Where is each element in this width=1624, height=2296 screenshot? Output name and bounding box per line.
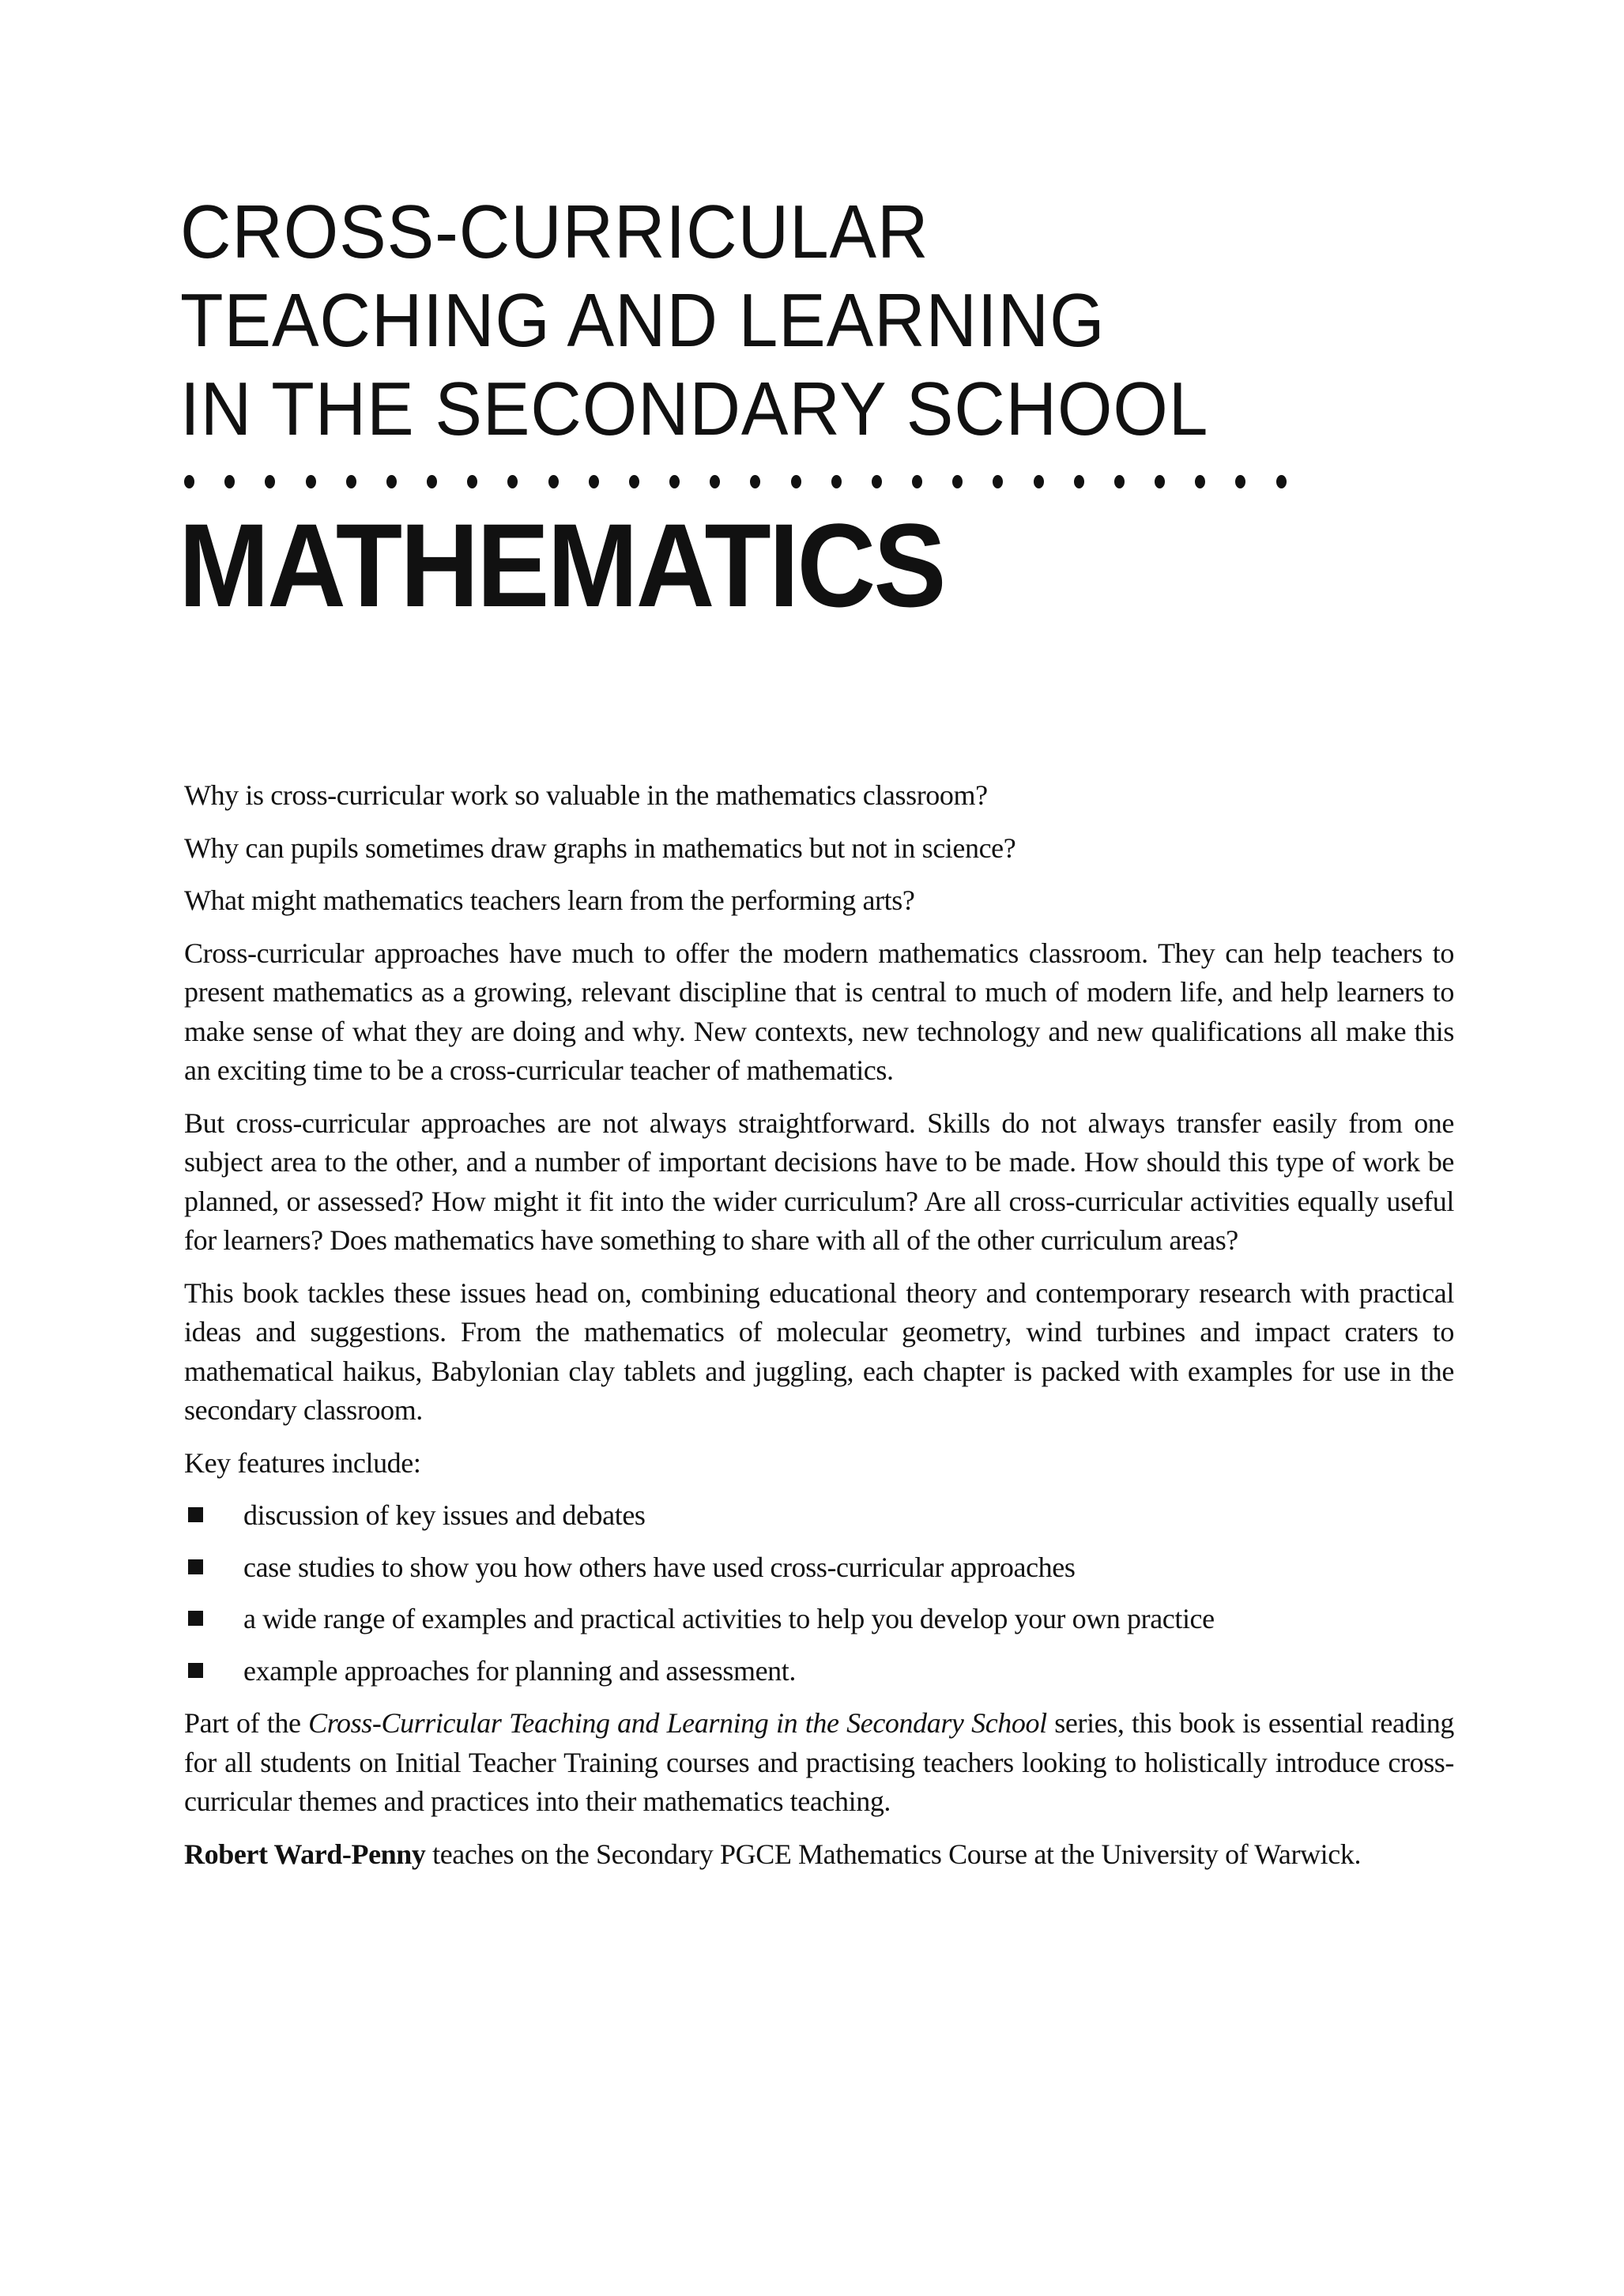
divider-dot	[467, 475, 477, 488]
divider-dot	[872, 475, 882, 488]
divider-dot	[1235, 475, 1245, 488]
feature-text: a wide range of examples and practical activities to help you develop your own practice	[243, 1603, 1215, 1634]
divider-dot	[1114, 475, 1125, 488]
divider-dot	[952, 475, 963, 488]
divider-dot	[507, 475, 518, 488]
divider-dot	[1276, 475, 1287, 488]
divider-dot	[224, 475, 235, 488]
divider-dot	[1074, 475, 1084, 488]
divider-dot	[791, 475, 801, 488]
question: What might mathematics teachers learn from the performing arts?	[184, 884, 915, 916]
series-title-line: CROSS-CURRICULAR	[180, 190, 929, 274]
divider-dot	[346, 475, 356, 488]
series-title-line: IN THE SECONDARY SCHOOL	[180, 367, 1209, 451]
text: Part of the	[184, 1707, 309, 1739]
feature-text: case studies to show you how others have used cross-curricular approaches	[243, 1551, 1076, 1583]
divider-dot	[1034, 475, 1044, 488]
feature-text: discussion of key issues and debates	[243, 1499, 646, 1531]
dotted-divider	[184, 475, 1287, 488]
square-bullet-icon	[188, 1611, 203, 1626]
paragraph: Cross-curricular approaches have much to offer the modern mathematics classroom. They can help teachers to present mathematics as a growing, relevant discipline that is central to much of modern life, and help learners to make sense of what they are doing and why. New contexts, new technology and new qualifications all make this an exciting time to be a cross-curricular teacher of mathematics.	[184, 937, 1454, 1086]
series-title-line: TEACHING AND LEARNING	[180, 278, 1106, 363]
divider-dot	[427, 475, 437, 488]
question: Why is cross-curricular work so valuable in the mathematics classroom?	[184, 779, 988, 811]
list-item	[184, 1652, 1454, 1691]
divider-dot	[912, 475, 922, 488]
divider-dot	[306, 475, 316, 488]
divider-dot	[1155, 475, 1165, 488]
author-name: Robert Ward-Penny	[184, 1838, 426, 1870]
list-item	[184, 1600, 1454, 1639]
author-bio: teaches on the Secondary PGCE Mathematics Course at the University of Warwick.	[425, 1838, 1362, 1870]
divider-dot	[589, 475, 599, 488]
square-bullet-icon	[188, 1507, 203, 1522]
feature-text: example approaches for planning and assessment.	[243, 1654, 796, 1687]
square-bullet-icon	[188, 1559, 203, 1574]
square-bullet-icon	[188, 1663, 203, 1678]
divider-dot	[1195, 475, 1205, 488]
question: Why can pupils sometimes draw graphs in mathematics but not in science?	[184, 831, 1016, 864]
divider-dot	[993, 475, 1003, 488]
features-intro: Key features include:	[184, 1446, 421, 1479]
divider-dot	[710, 475, 720, 488]
paragraph: This book tackles these issues head on, combining educational theory and contemporary research with practical ideas and suggestions. From the mathematics of molecular geometry, wind turbines and impact craters to mathematical haikus, Babylonian clay tablets and juggling, each chapter is packed with examples for use in the secondary classroom.	[184, 1276, 1454, 1426]
text: series, this book is essential reading for all students on Initial Teacher Training courses and practising teachers looking to holistically introduce cross-curricular themes and practices into their mathematics teaching.	[184, 1707, 1454, 1817]
divider-dot	[831, 475, 842, 488]
divider-dot	[265, 475, 275, 488]
author-paragraph	[184, 1835, 1454, 1875]
features-list	[184, 1496, 1454, 1691]
list-item	[184, 1548, 1454, 1588]
series-title	[180, 188, 1208, 454]
series-paragraph	[184, 1704, 1454, 1822]
divider-dot	[184, 475, 194, 488]
blurb	[184, 776, 1454, 1887]
divider-dot	[750, 475, 760, 488]
divider-dot	[548, 475, 559, 488]
series-name: Cross-Curricular Teaching and Learning in the Secondary School	[308, 1707, 1047, 1739]
subject-title: MATHEMATICS	[179, 499, 944, 631]
paragraph: But cross-curricular approaches are not always straightforward. Skills do not always transfer easily from one subject area to the other, and a number of important decisions have to be made. How should this type of work be planned, or assessed? How might it fit into the wider curriculum? Are all cross-curricular activities equally useful for learners? Does mathematics have something to share with all of the other curriculum areas?	[184, 1107, 1454, 1256]
list-item	[184, 1496, 1454, 1536]
divider-dot	[386, 475, 397, 488]
divider-dot	[629, 475, 639, 488]
divider-dot	[669, 475, 680, 488]
